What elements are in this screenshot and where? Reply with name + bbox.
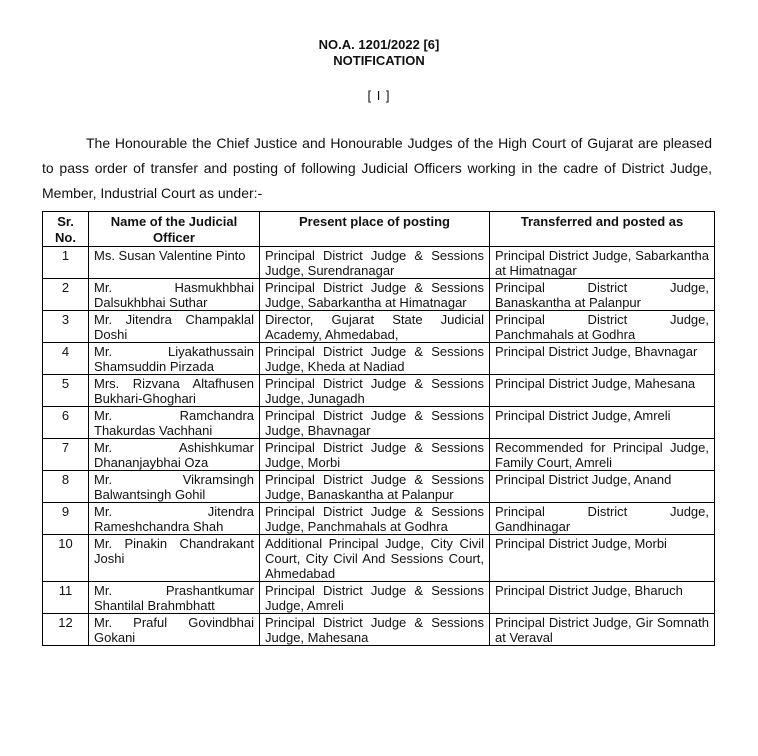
present-posting-cell: Principal District Judge & Sessions Judge, Kheda at Nadiad [260,343,490,375]
transferred-posting-cell: Principal District Judge, Morbi [490,535,715,582]
officer-name-cell: Mr. Ramchandra Thakurdas Vachhani [89,407,260,439]
section-marker: [ I ] [367,88,391,103]
table-row [43,343,715,375]
transferred-posting-cell: Recommended for Principal Judge, Family Court, Amreli [490,439,715,471]
header-sr-no: Sr. No. [43,212,89,247]
officer-name-cell: Mr. Liyakathussain Shamsuddin Pirzada [89,343,260,375]
transferred-posting-cell: Principal District Judge, Anand [490,471,715,503]
officer-name-cell: Mr. Hasmukhbhai Dalsukhbhai Suthar [89,279,260,311]
transferred-posting-cell: Principal District Judge, Amreli [490,407,715,439]
table-header-row [43,212,715,247]
sr-cell: 8 [43,471,89,503]
table-row [43,535,715,582]
transfer-table [42,211,715,646]
transferred-posting-cell: Principal District Judge, Sabarkantha at Himatnagar [490,247,715,279]
table-row [43,503,715,535]
header-officer-name: Name of the Judicial Officer [89,212,260,247]
sr-cell: 4 [43,343,89,375]
present-posting-cell: Principal District Judge & Sessions Judge, Junagadh [260,375,490,407]
officer-name-cell: Mr. Vikramsingh Balwantsingh Gohil [89,471,260,503]
table-row [43,471,715,503]
table-row [43,279,715,311]
table-row [43,582,715,614]
sr-cell: 3 [43,311,89,343]
present-posting-cell: Additional Principal Judge, City Civil Court, City Civil And Sessions Court, Ahmedabad [260,535,490,582]
transferred-posting-cell: Principal District Judge, Bharuch [490,582,715,614]
present-posting-cell: Principal District Judge & Sessions Judge, Banaskantha at Palanpur [260,471,490,503]
sr-cell: 7 [43,439,89,471]
officer-name-cell: Mrs. Rizvana Altafhusen Bukhari-Ghoghari [89,375,260,407]
officer-name-cell: Mr. Ashishkumar Dhananjaybhai Oza [89,439,260,471]
officer-name-cell: Mr. Praful Govindbhai Gokani [89,614,260,646]
present-posting-cell: Principal District Judge & Sessions Judge, Surendranagar [260,247,490,279]
officer-name-cell: Mr. Jitendra Champaklal Doshi [89,311,260,343]
table-row [43,375,715,407]
sr-cell: 12 [43,614,89,646]
transferred-posting-cell: Principal District Judge, Bhavnagar [490,343,715,375]
sr-cell: 11 [43,582,89,614]
officer-name-cell: Mr. Jitendra Rameshchandra Shah [89,503,260,535]
officer-name-cell: Ms. Susan Valentine Pinto [89,247,260,279]
table-row [43,614,715,646]
sr-cell: 9 [43,503,89,535]
sr-cell: 10 [43,535,89,582]
officer-name-cell: Mr. Prashantkumar Shantilal Brahmbhatt [89,582,260,614]
sr-cell: 5 [43,375,89,407]
order-number: NO.A. 1201/2022 [6] [318,37,440,52]
present-posting-cell: Director, Gujarat State Judicial Academy, Ahmedabad, [260,311,490,343]
officer-name-cell: Mr. Pinakin Chandrakant Joshi [89,535,260,582]
transferred-posting-cell: Principal District Judge, Mahesana [490,375,715,407]
header-transferred-posting: Transferred and posted as [490,212,715,247]
table-row [43,407,715,439]
transferred-posting-cell: Principal District Judge, Gir Somnath at Veraval [490,614,715,646]
transferred-posting-cell: Principal District Judge, Banaskantha at Palanpur [490,279,715,311]
present-posting-cell: Principal District Judge & Sessions Judge, Amreli [260,582,490,614]
sr-cell: 6 [43,407,89,439]
present-posting-cell: Principal District Judge & Sessions Judge, Panchmahals at Godhra [260,503,490,535]
header-present-posting: Present place of posting [260,212,490,247]
transferred-posting-cell: Principal District Judge, Panchmahals at Godhra [490,311,715,343]
table-row [43,247,715,279]
notification-title: NOTIFICATION [333,53,425,68]
table-row [43,311,715,343]
transferred-posting-cell: Principal District Judge, Gandhinagar [490,503,715,535]
present-posting-cell: Principal District Judge & Sessions Judge, Bhavnagar [260,407,490,439]
intro-paragraph: The Honourable the Chief Justice and Honourable Judges of the High Court of Gujarat are pleased to pass order of transfer and posting of following Judicial Officers working in the cadre of District Judge, Member, Industrial Court as under:- [42,135,712,201]
sr-cell: 1 [43,247,89,279]
present-posting-cell: Principal District Judge & Sessions Judge, Morbi [260,439,490,471]
present-posting-cell: Principal District Judge & Sessions Judge, Sabarkantha at Himatnagar [260,279,490,311]
table-row [43,439,715,471]
sr-cell: 2 [43,279,89,311]
present-posting-cell: Principal District Judge & Sessions Judge, Mahesana [260,614,490,646]
